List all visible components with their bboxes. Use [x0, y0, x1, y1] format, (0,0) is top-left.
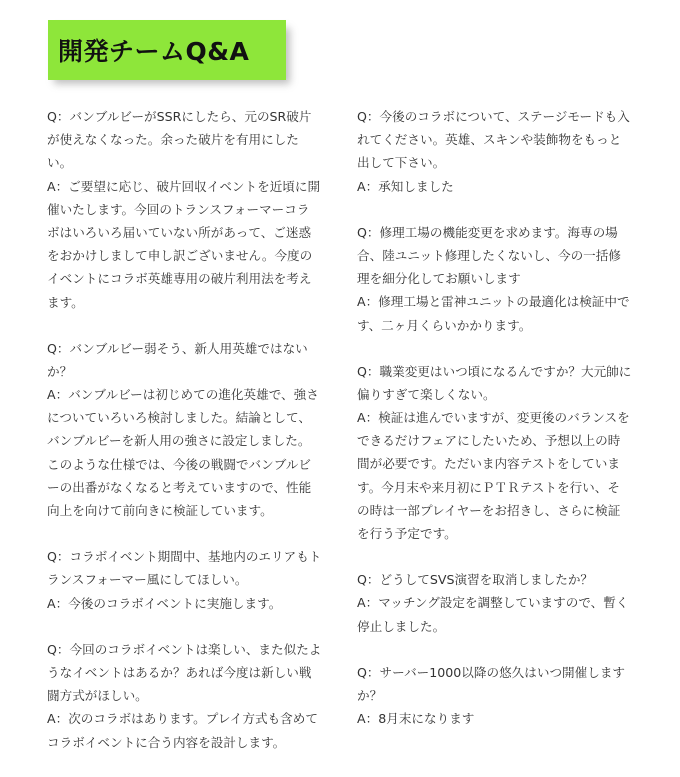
question-line: うなイベントはあるか？あれば今度は新しい戦 [47, 664, 312, 680]
question-line: Q：今回のコラボイベントは楽しい、また似たよ [47, 641, 322, 657]
answer-line: す。今月末や来月初にＰＴＲテストを行い、そ [357, 479, 620, 495]
question-line: 偏りすぎて楽しくない。 [357, 386, 496, 402]
answer-line: A：バンブルビーは初じめての進化英雄で、強さ [47, 387, 319, 403]
answer-line: A：今後のコラボイベントに実施します。 [47, 595, 282, 611]
question-line: Q：どうしてSVS演習を取消しましたか？ [357, 572, 594, 588]
answer-line: イベントにコラボ英雄専用の破片利用法を考え [47, 271, 312, 287]
qa-item [47, 105, 321, 314]
answer-line: A：修理工場と雷神ユニットの最適化は検証中で [357, 294, 630, 310]
answer-line: 停止しました。 [357, 618, 446, 634]
answer-line: 向上を向けて前向きに検証しています。 [47, 503, 273, 518]
answer-line: ーの出番がなくなると考えていますので、性能 [47, 479, 312, 495]
page-title: 開発チームQ&A [58, 37, 250, 66]
answer-line: についていろいろ検討しました。結論として、 [47, 410, 311, 426]
answer-line: A：ご要望に応じ、破片回収イベントを近頃に開 [47, 178, 321, 194]
question-line: 闘方式がほしい。 [47, 688, 148, 704]
answer-line: A：承知しました [357, 178, 454, 194]
qa-item [357, 105, 637, 198]
answer-line: このような仕様では、今後の戦闘でバンブルビ [47, 456, 311, 472]
title-banner-box [48, 20, 286, 80]
qa-item [47, 545, 322, 615]
qa-item [47, 638, 322, 754]
answer-line: ます。 [47, 294, 84, 310]
qa-item [357, 360, 637, 546]
answer-line: ボはいろいろ届いていない所があって、ご迷惑 [47, 224, 312, 240]
question-line: Q：コラボイベント期間中、基地内のエリアもト [47, 549, 322, 565]
right-column [357, 105, 637, 753]
question-line: れてください。英雄、スキンや装飾物をもっと [357, 132, 622, 148]
question-line: Q：今後のコラボについて、ステージモードも入 [357, 109, 630, 124]
qa-item [357, 661, 637, 731]
question-line: Q：サーバー1000以降の悠久はいつ開催します [357, 664, 626, 680]
question-line: か？ [47, 363, 73, 379]
question-line: 合、陸ユニット修理したくないし、今の一括修 [357, 247, 621, 263]
question-line: ランスフォーマー風にしてほしい。 [47, 572, 248, 588]
question-line: Q：バンブルビーがSSRにしたら、元のSR破片 [47, 109, 312, 124]
question-line: Q：修理工場の機能変更を求めます。海専の場 [357, 224, 618, 240]
answer-line: A：8月末になります [357, 711, 475, 727]
title-banner [48, 20, 289, 82]
qa-item [47, 337, 319, 523]
question-line: が使えなくなった。余った破片を有用にした [47, 132, 299, 148]
question-line: Q：職業変更はいつ頃になるんですか？大元帥に [357, 363, 632, 379]
answer-line: を行う予定です。 [357, 526, 457, 541]
question-line: 出して下さい。 [357, 155, 446, 171]
answer-line: の時は一部プレイヤーをお招きし、さらに検証 [357, 502, 621, 518]
answer-line: 間が必要です。ただいま内容テストをしていま [357, 456, 620, 472]
qa-item [357, 221, 637, 337]
answer-line: バンブルビーを新人用の強さに設定しました。 [47, 433, 311, 449]
answer-line: A：検証は進んでいますが、変更後のバランスを [357, 410, 630, 426]
answer-line: できるだけフェアにしたいため、予想以上の時 [357, 433, 621, 449]
answer-line: A：マッチング設定を調整していますので、暫く [357, 595, 629, 611]
answer-line: A：次のコラボはあります。プレイ方式も含めて [47, 711, 318, 727]
question-line: い。 [47, 155, 73, 171]
left-column [47, 105, 322, 777]
question-line: 理を細分化してお願いします [357, 271, 521, 287]
answer-line: す、二ヶ月くらいかかります。 [357, 317, 532, 333]
question-line: か？ [357, 687, 383, 703]
answer-line: 催いたします。今回のトランスフォーマーコラ [47, 201, 310, 217]
question-line: Q：バンブルビー弱そう、新人用英雄ではない [47, 340, 308, 356]
answer-line: コラボイベントに合う内容を設計します。 [47, 734, 286, 750]
qa-item [357, 568, 637, 638]
answer-line: をおかけしまして申し訳ございません。今度の [47, 248, 313, 264]
